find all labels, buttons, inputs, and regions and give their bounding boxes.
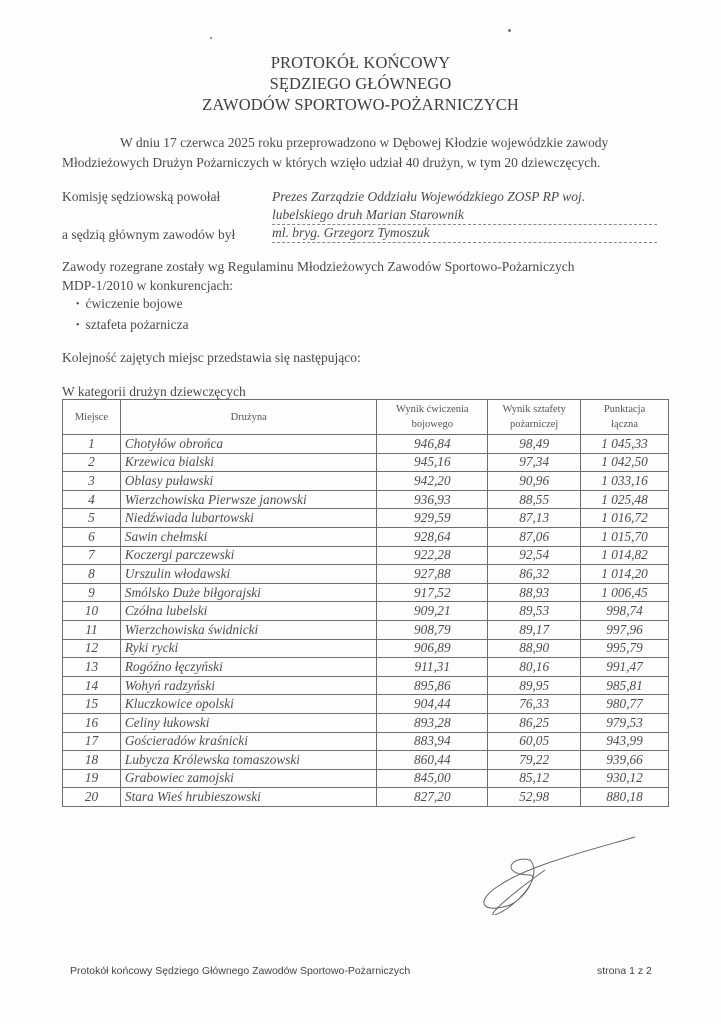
table-row (63, 639, 669, 658)
cell-total: 995,79 (581, 639, 669, 658)
cell-combat: 911,31 (377, 658, 488, 677)
competition-item: • ćwiczenie bojowe (76, 295, 672, 316)
competition-item: • sztafeta pożarnicza (76, 316, 672, 337)
cell-place: 17 (63, 732, 121, 751)
cell-team: Wohyń radzyński (120, 676, 377, 695)
header-relay-line1: Wynik sztafety (502, 404, 566, 415)
cell-team: Lubycza Królewska tomaszowski (120, 751, 377, 770)
page-number: strona 1 z 2 (597, 965, 652, 977)
cell-place: 16 (63, 713, 121, 732)
cell-relay: 90,96 (488, 472, 581, 491)
title-line: ZAWODÓW SPORTOWO-POŻARNICZYCH (202, 95, 519, 114)
cell-team: Wierzchowiska świdnicki (120, 620, 377, 639)
commission-value-line1: Prezes Zarządzie Oddziału Wojewódzkiego ZOSP RP woj. (272, 189, 586, 204)
title-line: PROTOKÓŁ KOŃCOWY (270, 53, 451, 72)
cell-relay: 98,49 (488, 435, 581, 454)
rules-line: Zawody rozegrane zostały wg Regulaminu Młodzieżowych Zawodów Sportowo-Pożarniczych (62, 259, 575, 274)
cell-place: 14 (63, 676, 121, 695)
header-place: Miejsce (63, 400, 121, 435)
commission-value-line2: lubelskiego druh Marian Starownik (272, 205, 657, 225)
table-row (63, 509, 669, 528)
cell-team: Krzewica bialski (120, 453, 377, 472)
document-title (0, 52, 721, 115)
cell-team: Gościeradów kraśnicki (120, 732, 377, 751)
competitions-list (62, 295, 672, 336)
cell-relay: 85,12 (488, 769, 581, 788)
cell-place: 19 (63, 769, 121, 788)
cell-team: Stara Wieś hrubieszowski (120, 788, 377, 807)
scan-speck (210, 37, 212, 39)
intro-line: W dniu 17 czerwca 2025 roku przeprowadzono w Dębowej Kłodzie wojewódzkie zawody (120, 135, 609, 150)
cell-total: 1 033,16 (581, 472, 669, 491)
table-row (63, 751, 669, 770)
cell-combat: 942,20 (377, 472, 488, 491)
cell-combat: 936,93 (377, 490, 488, 509)
order-text: Kolejność zajętych miejsc przedstawia się następująco: (62, 350, 361, 365)
cell-place: 10 (63, 602, 121, 621)
table-row (63, 676, 669, 695)
judge-value: ml. bryg. Grzegorz Tymoszuk (272, 223, 657, 243)
cell-combat: 917,52 (377, 583, 488, 602)
header-relay-line2: pożarniczej (509, 419, 559, 430)
title-line: SĘDZIEGO GŁÓWNEGO (269, 74, 452, 93)
cell-relay: 89,95 (488, 676, 581, 695)
cell-relay: 86,25 (488, 713, 581, 732)
rules-paragraph (62, 258, 672, 336)
cell-total: 1 042,50 (581, 453, 669, 472)
cell-relay: 80,16 (488, 658, 581, 677)
cell-place: 18 (63, 751, 121, 770)
cell-total: 1 014,20 (581, 565, 669, 584)
cell-place: 13 (63, 658, 121, 677)
cell-team: Niedźwiada lubartowski (120, 509, 377, 528)
cell-relay: 79,22 (488, 751, 581, 770)
table-row (63, 769, 669, 788)
cell-team: Grabowiec zamojski (120, 769, 377, 788)
table-row (63, 490, 669, 509)
table-row (63, 732, 669, 751)
cell-place: 5 (63, 509, 121, 528)
table-row (63, 527, 669, 546)
category-title: W kategorii drużyn dziewczęcych (62, 384, 246, 399)
table-row (63, 620, 669, 639)
header-team: Drużyna (120, 400, 377, 435)
table-row (63, 453, 669, 472)
cell-relay: 76,33 (488, 695, 581, 714)
header-total-line1: Punktacja (603, 404, 646, 415)
cell-relay: 89,53 (488, 602, 581, 621)
cell-relay: 88,93 (488, 583, 581, 602)
cell-total: 980,77 (581, 695, 669, 714)
cell-total: 1 014,82 (581, 546, 669, 565)
table-row (63, 435, 669, 454)
cell-total: 1 015,70 (581, 527, 669, 546)
table-row (63, 602, 669, 621)
cell-team: Smólsko Duże biłgorajski (120, 583, 377, 602)
cell-combat: 895,86 (377, 676, 488, 695)
table-row (63, 565, 669, 584)
cell-team: Celiny łukowski (120, 713, 377, 732)
header-combat (377, 400, 488, 435)
cell-total: 985,81 (581, 676, 669, 695)
cell-total: 998,74 (581, 602, 669, 621)
cell-team: Koczergi parczewski (120, 546, 377, 565)
cell-total: 997,96 (581, 620, 669, 639)
cell-place: 1 (63, 435, 121, 454)
cell-combat: 906,89 (377, 639, 488, 658)
cell-place: 15 (63, 695, 121, 714)
cell-relay: 88,90 (488, 639, 581, 658)
table-row (63, 583, 669, 602)
cell-team: Ryki rycki (120, 639, 377, 658)
cell-total: 1 016,72 (581, 509, 669, 528)
cell-relay: 87,13 (488, 509, 581, 528)
table-row (63, 658, 669, 677)
cell-combat: 945,16 (377, 453, 488, 472)
cell-team: Oblasy puławski (120, 472, 377, 491)
header-combat-line1: Wynik ćwiczenia (396, 404, 469, 415)
cell-place: 2 (63, 453, 121, 472)
cell-place: 4 (63, 490, 121, 509)
cell-relay: 89,17 (488, 620, 581, 639)
cell-team: Chotyłów obrońca (120, 435, 377, 454)
cell-relay: 86,32 (488, 565, 581, 584)
cell-total: 1 025,48 (581, 490, 669, 509)
cell-place: 20 (63, 788, 121, 807)
cell-combat: 909,21 (377, 602, 488, 621)
cell-place: 11 (63, 620, 121, 639)
cell-combat: 893,28 (377, 713, 488, 732)
intro-line: Młodzieżowych Drużyn Pożarniczych w których wzięło udział 40 drużyn, w tym 20 dziewczęcych. (62, 155, 601, 170)
cell-team: Rogóźno łęczyński (120, 658, 377, 677)
cell-combat: 922,28 (377, 546, 488, 565)
signature (470, 835, 640, 915)
table-row (63, 713, 669, 732)
cell-place: 3 (63, 472, 121, 491)
cell-combat: 883,94 (377, 732, 488, 751)
intro-paragraph (62, 133, 672, 173)
cell-relay: 92,54 (488, 546, 581, 565)
scan-speck (508, 29, 511, 32)
cell-team: Wierzchowiska Pierwsze janowski (120, 490, 377, 509)
table-row (63, 546, 669, 565)
cell-combat: 908,79 (377, 620, 488, 639)
cell-place: 9 (63, 583, 121, 602)
cell-relay: 88,55 (488, 490, 581, 509)
cell-total: 991,47 (581, 658, 669, 677)
table-row (63, 695, 669, 714)
header-combat-line2: bojowego (411, 419, 454, 430)
cell-combat: 860,44 (377, 751, 488, 770)
cell-place: 6 (63, 527, 121, 546)
cell-total: 930,12 (581, 769, 669, 788)
cell-place: 8 (63, 565, 121, 584)
cell-total: 939,66 (581, 751, 669, 770)
header-relay (488, 400, 581, 435)
cell-combat: 904,44 (377, 695, 488, 714)
cell-relay: 60,05 (488, 732, 581, 751)
cell-team: Kluczkowice opolski (120, 695, 377, 714)
cell-total: 979,53 (581, 713, 669, 732)
table-row (63, 788, 669, 807)
cell-combat: 946,84 (377, 435, 488, 454)
cell-combat: 845,00 (377, 769, 488, 788)
cell-combat: 827,20 (377, 788, 488, 807)
judge-label: a sędzią głównym zawodów był (62, 227, 236, 242)
commission-label: Komisję sędziowską powołał (62, 189, 221, 204)
cell-combat: 929,59 (377, 509, 488, 528)
cell-team: Sawin chełmski (120, 527, 377, 546)
cell-team: Urszulin włodawski (120, 565, 377, 584)
cell-relay: 52,98 (488, 788, 581, 807)
cell-place: 12 (63, 639, 121, 658)
table-row (63, 472, 669, 491)
cell-combat: 927,88 (377, 565, 488, 584)
cell-team: Czółna lubelski (120, 602, 377, 621)
cell-total: 880,18 (581, 788, 669, 807)
header-total (581, 400, 669, 435)
results-table (62, 399, 669, 807)
cell-combat: 928,64 (377, 527, 488, 546)
rules-line: MDP-1/2010 w konkurencjach: (62, 277, 233, 293)
footer-text: Protokół końcowy Sędziego Głównego Zawodów Sportowo-Pożarniczych (70, 965, 411, 977)
cell-place: 7 (63, 546, 121, 565)
cell-total: 943,99 (581, 732, 669, 751)
table-header-row (63, 400, 669, 435)
header-total-line2: łączna (611, 419, 638, 430)
cell-relay: 87,06 (488, 527, 581, 546)
cell-relay: 97,34 (488, 453, 581, 472)
cell-total: 1 006,45 (581, 583, 669, 602)
cell-total: 1 045,33 (581, 435, 669, 454)
